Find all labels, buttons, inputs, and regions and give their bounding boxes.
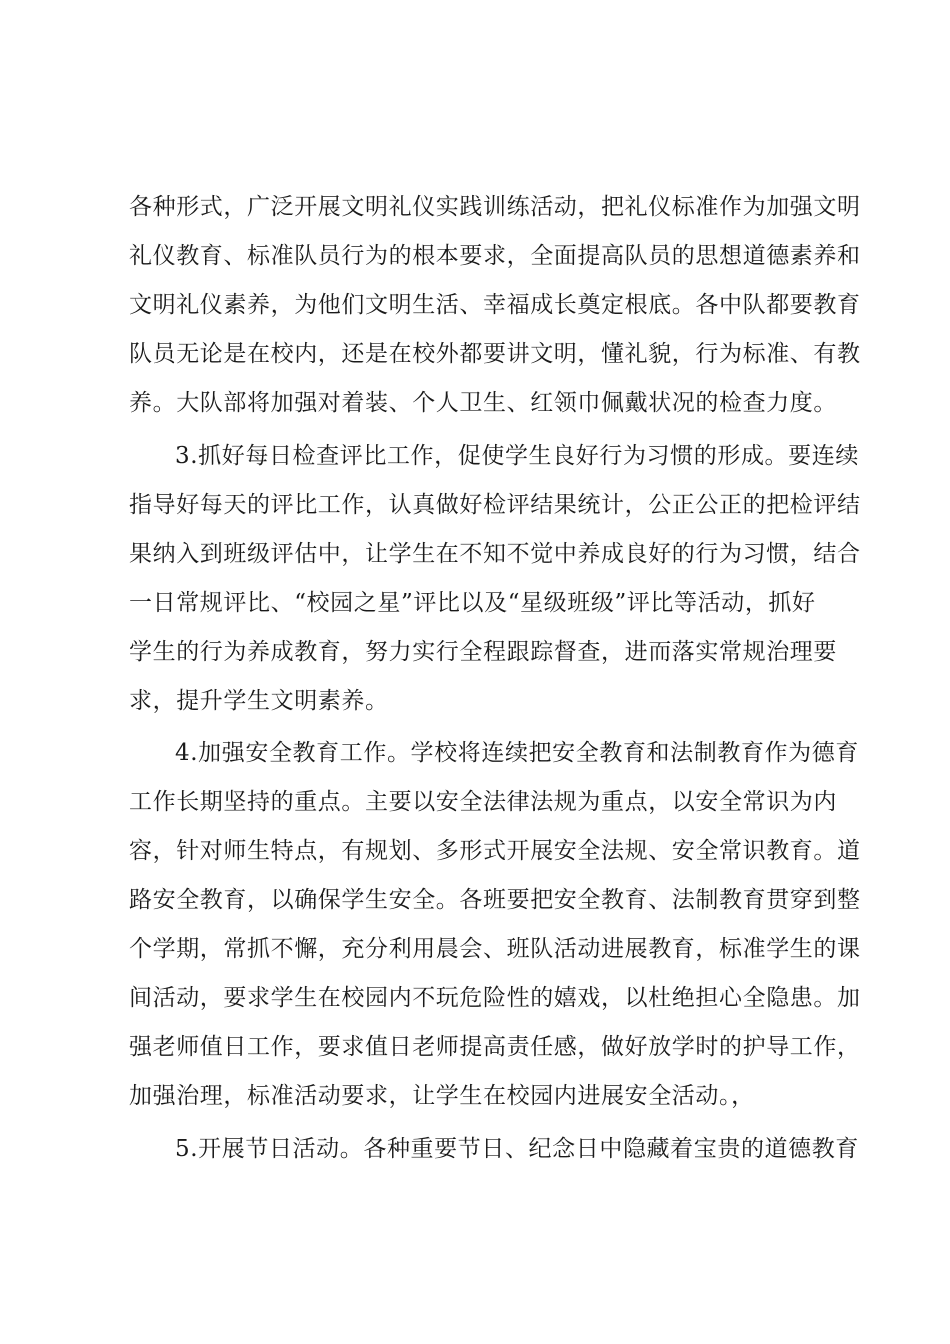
paragraph-line: 学生的行为养成教育，努力实行全程跟踪督查，进而落实常规治理要: [129, 639, 837, 665]
paragraph-line: 指导好每天的评比工作，认真做好检评结果统计，公正公正的把检评结: [129, 492, 861, 518]
paragraph-line: 各种形式，广泛开展文明礼仪实践训练活动，把礼仪标准作为加强文明: [129, 194, 861, 220]
paragraph-line: 路安全教育，以确保学生安全。各班要把安全教育、法制教育贯穿到整: [129, 887, 861, 913]
paragraph-line: 文明礼仪素养，为他们文明生活、幸福成长奠定根底。各中队都要教育: [129, 292, 861, 318]
paragraph-line: 间活动，要求学生在校园内不玩危险性的嬉戏，以杜绝担心全隐患。加: [129, 985, 861, 1011]
paragraph-line: 5.开展节日活动。各种重要节日、纪念日中隐藏着宝贵的道德教育: [175, 1136, 859, 1162]
paragraph-line: 强老师值日工作，要求值日老师提高责任感，做好放学时的护导工作，: [129, 1034, 861, 1060]
paragraph-line: 果纳入到班级评估中，让学生在不知不觉中养成良好的行为习惯，结合: [129, 541, 861, 567]
paragraph-line: 养。大队部将加强对着装、个人卫生、红领巾佩戴状况的检查力度。: [129, 390, 837, 416]
paragraph-line: 个学期，常抓不懈，充分利用晨会、班队活动进展教育，标准学生的课: [129, 936, 861, 962]
paragraph-line: 求，提升学生文明素养。: [129, 688, 389, 714]
paragraph-line: 容，针对师生特点，有规划、多形式开展安全法规、安全常识教育。道: [129, 838, 861, 864]
paragraph-line: 礼仪教育、标准队员行为的根本要求，全面提高队员的思想道德素养和: [129, 243, 861, 269]
paragraph-line: 一日常规评比、“校园之星”评比以及“星级班级”评比等活动，抓好: [129, 590, 816, 616]
paragraph-line: 队员无论是在校内，还是在校外都要讲文明，懂礼貌，行为标准、有教: [129, 341, 861, 367]
paragraph-line: 4.加强安全教育工作。学校将连续把安全教育和法制教育作为德育: [175, 740, 859, 766]
paragraph-line: 工作长期坚持的重点。主要以安全法律法规为重点，以安全常识为内: [129, 789, 837, 815]
paragraph-line: 3.抓好每日检查评比工作，促使学生良好行为习惯的形成。要连续: [175, 443, 859, 469]
paragraph-line: 加强治理，标准活动要求，让学生在校园内进展安全活动。，: [129, 1083, 755, 1109]
